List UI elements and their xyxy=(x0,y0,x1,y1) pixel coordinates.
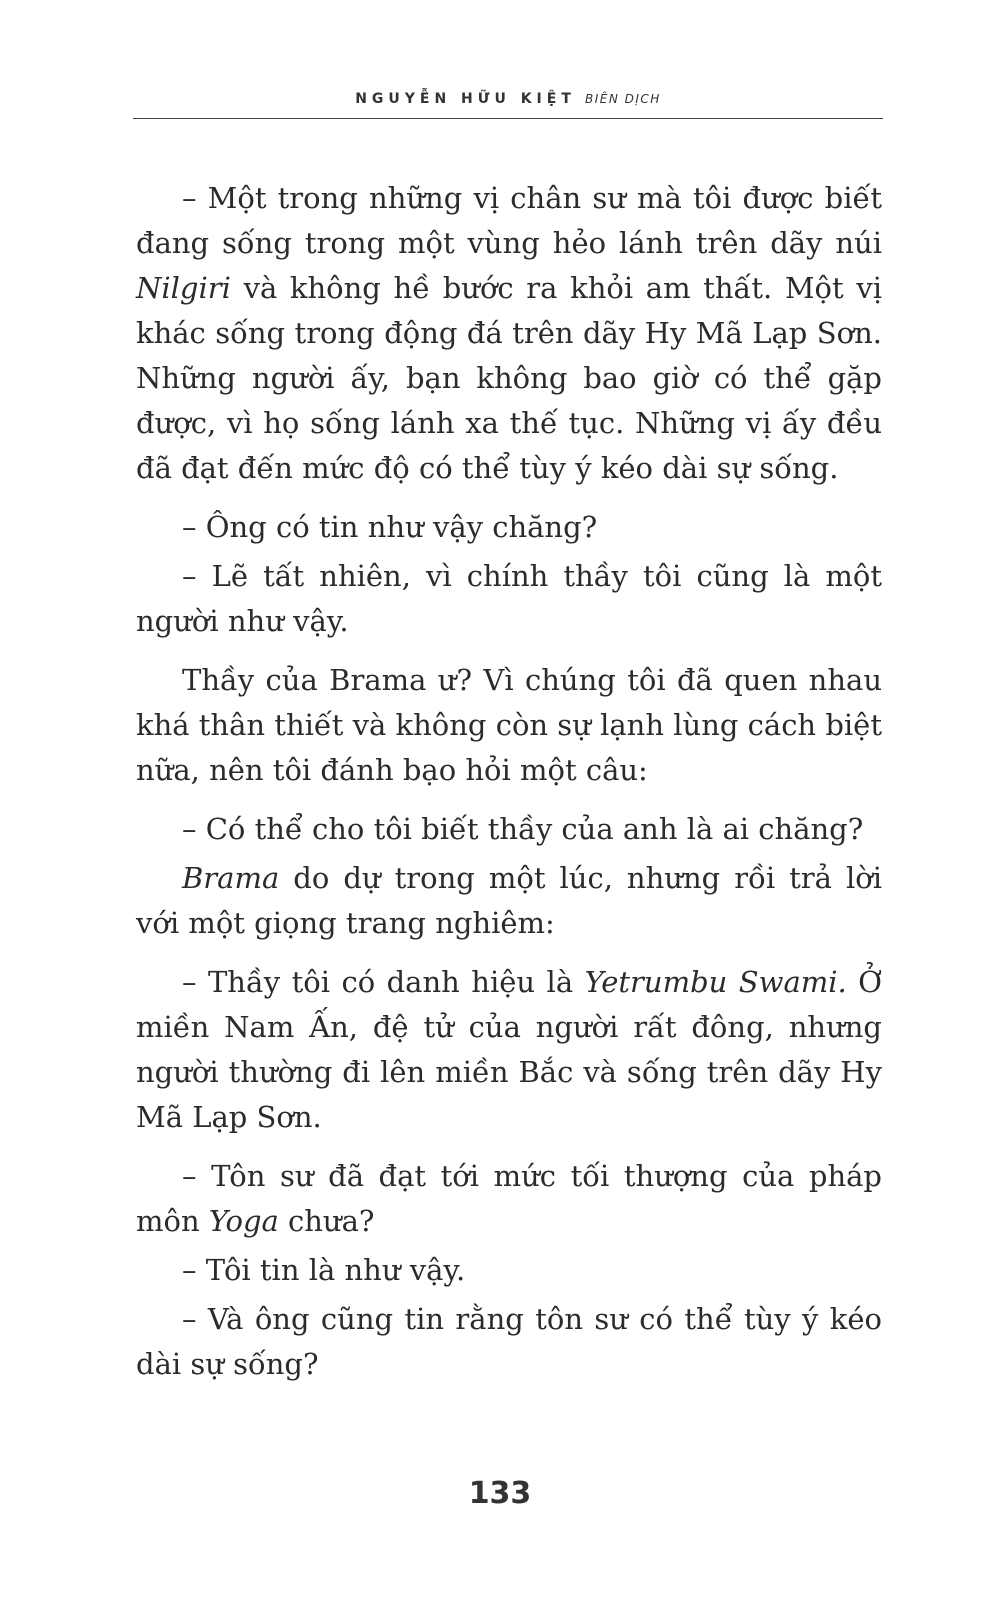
paragraph-1-text: – Một trong những vị chân sư mà tôi được biết đang sống trong một vùng hẻo lánh trên dãy núi xyxy=(136,181,882,260)
paragraph-10: – Và ông cũng tin rằng tôn sư có thể tùy ý kéo dài sự sống? xyxy=(136,1302,882,1381)
header-role: BIÊN DỊCH xyxy=(584,92,661,106)
paragraph-3: – Lẽ tất nhiên, vì chính thầy tôi cũng là một người như vậy. xyxy=(136,559,882,638)
paragraph-5: – Có thể cho tôi biết thầy của anh là ai chăng? xyxy=(182,812,864,846)
paragraph-6-italic: Brama xyxy=(182,861,280,895)
paragraph-6 xyxy=(136,856,882,946)
paragraph-8-rest: chưa? xyxy=(278,1204,375,1238)
paragraph-6-rest: do dự trong một lúc, nhưng rồi trả lời với một giọng trang nghiêm: xyxy=(136,861,882,940)
paragraph-9: – Tôi tin là như vậy. xyxy=(182,1253,466,1287)
paragraph-8-start: – Tôn sư đã đạt tới mức tối thượng của pháp môn xyxy=(136,1159,882,1238)
paragraph-1-italic: Nilgiri xyxy=(136,271,231,305)
paragraph-4: Thầy của Brama ư? Vì chúng tôi đã quen nhau khá thân thiết và không còn sự lạnh lùng cách biệt nữa, nên tôi đánh bạo hỏi một câu: xyxy=(136,663,882,787)
paragraph-1-rest: và không hề bước ra khỏi am thất. Một vị khác sống trong động đá trên dãy Hy Mã Lạp Sơn. Những người ấy, bạn không bao giờ có thể gặp được, vì họ sống lánh xa thế tục. Những vị ấy đều đã đạt đến mức độ có thể tùy ý kéo dài sự sống. xyxy=(136,271,882,485)
running-header xyxy=(133,88,883,107)
paragraph-7-start: – Thầy tôi có danh hiệu là xyxy=(182,965,585,999)
paragraph-7-italic: Yetrumbu Swami. xyxy=(584,965,847,999)
body-text xyxy=(136,176,882,1387)
header-rule xyxy=(133,118,883,119)
paragraph-7 xyxy=(136,960,882,1140)
paragraph-2: – Ông có tin như vậy chăng? xyxy=(182,510,598,544)
paragraph-8-italic: Yoga xyxy=(208,1204,279,1238)
page-number: 133 xyxy=(468,1476,532,1511)
paragraph-7-rest: Ở miền Nam Ấn, đệ tử của người rất đông, nhưng người thường đi lên miền Bắc và sống trên dãy Hy Mã Lạp Sơn. xyxy=(136,965,882,1134)
header-author: NGUYỄN HỮU KIỆT xyxy=(355,91,576,107)
paragraph-1 xyxy=(136,176,882,491)
paragraph-8 xyxy=(136,1154,882,1244)
